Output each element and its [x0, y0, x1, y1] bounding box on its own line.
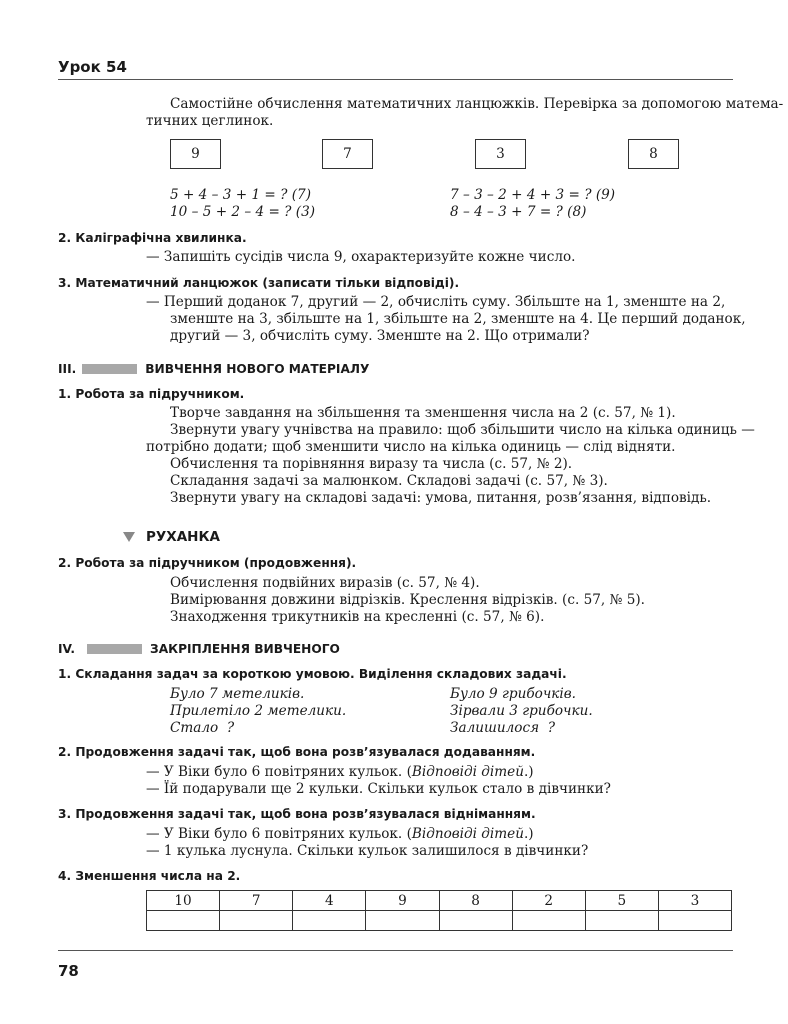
section-text: Звернути увагу на складові задачі: умова, питання, розв’язання, відповідь. [170, 490, 712, 506]
task-line: Було 9 грибочків. [450, 686, 576, 702]
section-heading: 2. Продовження задачі так, щоб вона розв’язувалася додаванням. [58, 745, 536, 759]
triangle-down-icon [123, 532, 135, 542]
part-heading [58, 362, 369, 376]
section-text: Знаходження трикутників на кресленні (с. 57, № 6). [170, 609, 545, 625]
number-brick: 3 [475, 139, 526, 169]
heading-bar [82, 364, 137, 374]
table-row [147, 911, 732, 931]
section-text: зменште на 3, збільште на 1, збільште на 2, зменште на 4. Це перший доданок, [170, 311, 746, 327]
chain-expression: 8 – 4 – 3 + 7 = ? (8) [450, 204, 587, 220]
text-part: — У Віки було 6 повітряних кульок. ( [146, 764, 412, 780]
chain-expression: 10 – 5 + 2 – 4 = ? (3) [170, 204, 316, 220]
section-text: Складання задачі за малюнком. Складові задачі (с. 57, № 3). [170, 473, 608, 489]
task-line: Прилетіло 2 метелики. [170, 703, 347, 719]
table-row [147, 891, 732, 911]
part-number: IV. [58, 642, 76, 656]
section-text: — Запишіть сусідів числа 9, охарактеризуйте кожне число. [146, 249, 576, 265]
text-part: .) [523, 826, 534, 842]
empty-cell [293, 911, 366, 931]
empty-cell [658, 911, 731, 931]
section-heading: 4. Зменшення числа на 2. [58, 869, 241, 883]
section-text: потрібно додати; щоб зменшити число на кілька одиниць — слід відняти. [146, 439, 676, 455]
section-heading: 2. Каліграфічна хвилинка. [58, 231, 247, 245]
task-line: Зірвали 3 грибочки. [450, 703, 593, 719]
empty-cell [220, 911, 293, 931]
table-cell: 3 [658, 891, 731, 911]
section-text: — 1 кулька луснула. Скільки кульок залишилося в дівчинки? [146, 843, 589, 859]
section-heading: 1. Робота за підручником. [58, 387, 245, 401]
heading-bar [87, 644, 142, 654]
section-text: Звернути увагу учнівства на правило: щоб збільшити число на кілька одиниць — [170, 422, 755, 438]
table-cell: 2 [512, 891, 585, 911]
section-text [146, 826, 534, 843]
task-line: Залишилося ? [450, 720, 555, 736]
section-text: Творче завдання на збільшення та зменшення числа на 2 (с. 57, № 1). [170, 405, 676, 421]
section-text: Обчислення та порівняння виразу та числа (с. 57, № 2). [170, 456, 573, 472]
part-heading [58, 642, 340, 656]
intro-line-1: Самостійне обчислення математичних ланцюжків. Перевірка за допомогою матема- [170, 96, 784, 112]
section-text: Вимірювання довжини відрізків. Креслення відрізків. (с. 57, № 5). [170, 592, 645, 608]
text-part: — У Віки було 6 повітряних кульок. ( [146, 826, 412, 842]
table-cell: 10 [147, 891, 220, 911]
empty-cell [147, 911, 220, 931]
empty-cell [439, 911, 512, 931]
italic-text: Відповіді дітей [411, 764, 524, 780]
task-line: Було 7 метеликів. [170, 686, 305, 702]
section-text: другий — 3, обчисліть суму. Зменште на 2. Що отримали? [170, 328, 590, 344]
number-table [146, 890, 732, 931]
break-heading: РУХАНКА [146, 529, 220, 545]
page-number: 78 [58, 962, 79, 980]
section-heading: 3. Математичний ланцюжок (записати тільки відповіді). [58, 276, 460, 290]
empty-cell [366, 911, 439, 931]
part-title: ЗАКРІПЛЕННЯ ВИВЧЕНОГО [150, 642, 340, 656]
section-text: Обчислення подвійних виразів (с. 57, № 4). [170, 575, 480, 591]
section-heading: 2. Робота за підручником (продовження). [58, 556, 357, 570]
table-cell: 7 [220, 891, 293, 911]
task-line: Стало ? [170, 720, 235, 736]
section-heading: 1. Складання задач за короткою умовою. Виділення складових задачі. [58, 667, 567, 681]
part-number: III. [58, 362, 77, 376]
header-rule [58, 79, 733, 80]
section-text: — Перший доданок 7, другий — 2, обчисліть суму. Збільште на 1, зменште на 2, [146, 294, 726, 310]
table-cell: 4 [293, 891, 366, 911]
lesson-title: Урок 54 [58, 58, 127, 76]
chain-expression: 5 + 4 – 3 + 1 = ? (7) [170, 187, 311, 203]
italic-text: Відповіді дітей [411, 826, 524, 842]
empty-cell [512, 911, 585, 931]
table-cell: 8 [439, 891, 512, 911]
table-cell: 5 [585, 891, 658, 911]
text-part: .) [523, 764, 534, 780]
section-heading: 3. Продовження задачі так, щоб вона розв’язувалася відніманням. [58, 807, 536, 821]
number-brick: 8 [628, 139, 679, 169]
section-text [146, 764, 534, 781]
part-title: ВИВЧЕННЯ НОВОГО МАТЕРІАЛУ [145, 362, 370, 376]
number-brick: 7 [322, 139, 373, 169]
footer-rule [58, 950, 733, 951]
number-brick: 9 [170, 139, 221, 169]
empty-cell [585, 911, 658, 931]
table-cell: 9 [366, 891, 439, 911]
intro-line-2: тичних цеглинок. [146, 113, 274, 129]
chain-expression: 7 – 3 – 2 + 4 + 3 = ? (9) [450, 187, 616, 203]
section-text: — Їй подарували ще 2 кульки. Скільки кульок стало в дівчинки? [146, 781, 611, 797]
